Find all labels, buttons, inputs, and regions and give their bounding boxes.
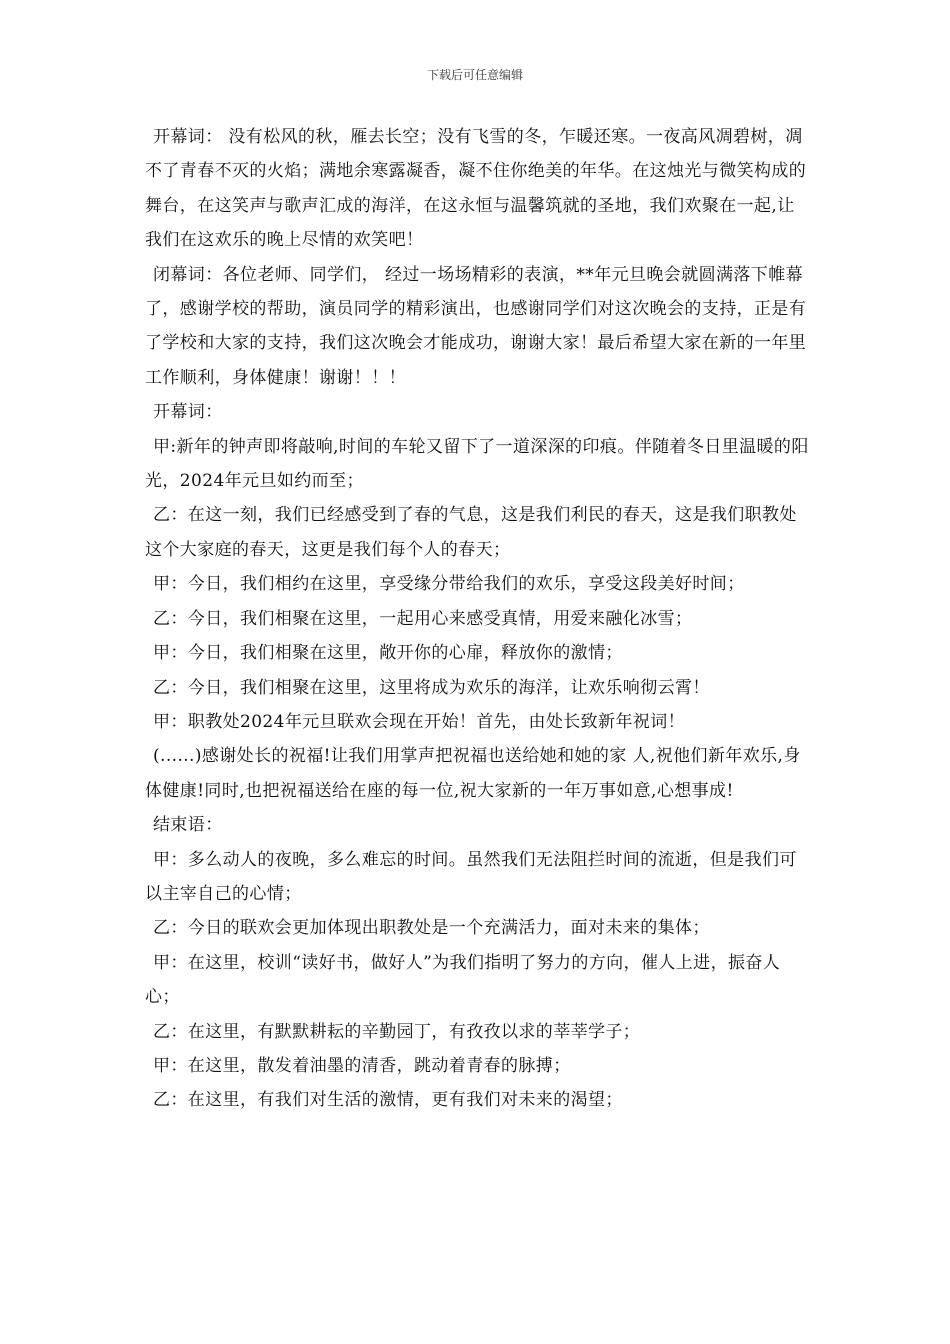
document-body — [145, 120, 810, 1118]
paragraph-line: 甲：今日，我们相约在这里，享受缘分带给我们的欢乐，享受这段美好时间； — [153, 574, 745, 595]
paragraph-line: 乙：在这里，有默默耕耘的辛勤园丁，有孜孜以求的莘莘学子； — [153, 1021, 641, 1042]
paragraph-opening-heading: 开幕词： — [153, 402, 223, 423]
page-header: 下载后可任意编辑 — [426, 68, 523, 82]
paragraph-line: 甲：职教处2024年元旦联欢会现在开始！首先，由处长致新年祝词！ — [153, 711, 686, 732]
paragraph-line: 甲：今日，我们相聚在这里，敞开你的心扉，释放你的激情； — [153, 643, 623, 664]
paragraph-line: 甲:新年的钟声即将敲响,时间的车轮又留下了一道深深的印痕。伴随着冬日里温暖的阳光，2024年元旦如约而至； — [145, 436, 809, 492]
paragraph-line: 乙：今日，我们相聚在这里，一起用心来感受真情，用爱来融化冰雪； — [153, 608, 693, 629]
paragraph-ending-heading: 结束语： — [153, 815, 223, 836]
paragraph-line: 甲：在这里，散发着油墨的清香，跳动着青春的脉搏； — [153, 1055, 571, 1076]
paragraph-closing-speech: 闭幕词：各位老师、同学们， 经过一场场精彩的表演，**年元旦晚会就圆满落下帷幕了，感谢学校的帮助，演员同学的精彩演出，也感谢同学们对这次晚会的支持，正是有了学校和大家的支持，我们这次晚会才能成功，谢谢大家！最后希望大家在新的一年里工作顺利，身体健康！谢谢！！！ — [145, 264, 807, 388]
paragraph-line: 甲：多么动人的夜晚，多么难忘的时间。虽然我们无法阻拦时间的流逝，但是我们可以主宰自己的心情； — [145, 849, 797, 904]
paragraph-line: (......)感谢处长的祝福!让我们用掌声把祝福也送给她和她的家 人,祝他们新年欢乐,身体健康!同时,也把祝福送给在座的每一位,祝大家新的一年万事如意,心想事成! — [145, 746, 801, 801]
paragraph-line: 甲：在这里，校训“读好书，做好人”为我们指明了努力的方向，催人上进，振奋人心； — [145, 952, 781, 1008]
paragraph-line: 乙：在这一刻，我们已经感受到了春的气息，这是我们利民的春天，这是我们职教处这个大家庭的春天，这更是我们每个人的春天； — [145, 505, 797, 560]
paragraph-line: 乙：今日，我们相聚在这里，这里将成为欢乐的海洋，让欢乐响彻云霄！ — [153, 677, 710, 698]
paragraph-line: 乙：今日的联欢会更加体现出职教处是一个充满活力，面对未来的集体； — [153, 918, 710, 939]
paragraph-line: 乙：在这里，有我们对生活的激情，更有我们对未来的渴望； — [153, 1090, 623, 1111]
paragraph-opening-speech: 开幕词： 没有松风的秋，雁去长空；没有飞雪的冬，乍暖还寒。一夜高风凋碧树，凋不了青春不灭的火焰；满地余寒露凝香，凝不住你绝美的年华。在这烛光与微笑构成的舞台，在这笑声与歌声汇成的海洋，在这永恒与温馨筑就的圣地，我们欢聚在一起,让我们在这欢乐的晚上尽情的欢笑吧！ — [145, 127, 807, 251]
